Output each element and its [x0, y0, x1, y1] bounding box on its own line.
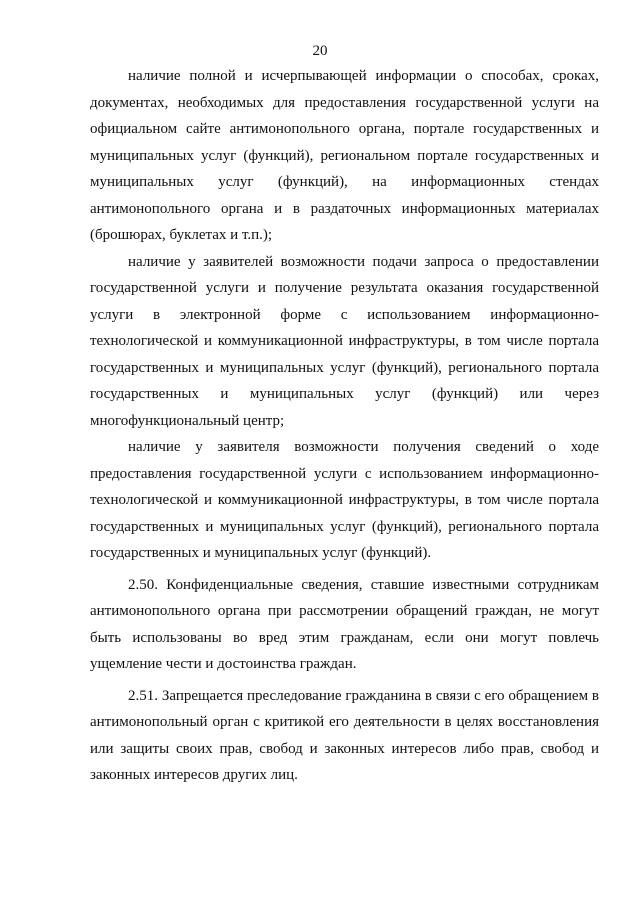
paragraph-2-51-prosecution-ban: 2.51. Запрещается преследование гражданина в связи с его обращением в антимонопольный орган с критикой его деятельности в целях восстановления или защиты своих прав, свобод и законных интересов либо прав, свобод и законных интересов других лиц.: [90, 687, 599, 783]
page-number: 20: [312, 43, 328, 59]
paragraph-status-information: наличие у заявителя возможности получения сведений о ходе предоставления государственной услуги с использованием информационно-технологической и коммуникационной инфраструктуры, в том числе портала государственных и муниципальных услуг (функций), регионального портала государственных и муниципальных услуг (функций).: [90, 439, 599, 561]
paragraph-2-50-confidential-data: 2.50. Конфиденциальные сведения, ставшие известными сотрудникам антимонопольного органа при рассмотрении обращений граждан, не могут быть использованы во вред этим гражданам, если они могут повлечь ущемление чести и достоинства граждан.: [90, 576, 599, 672]
document-body: [90, 63, 599, 789]
paragraph-electronic-request: наличие у заявителей возможности подачи запроса о предоставлении государственной услуги и получение результата оказания государственной услуги в электронной форме с использованием информационно-технологической и коммуникационной инфраструктуры, в том числе портала государственных и муниципальных услуг (функций), регионального портала государственных и муниципальных услуг (функций) или через многофункциональный центр;: [90, 253, 599, 429]
paragraph-information-availability: наличие полной и исчерпывающей информации о способах, сроках, документах, необходимых для предоставления государственной услуги на официальном сайте антимонопольного органа, портале государственных и муниципальных услуг (функций), региональном портале государственных и муниципальных услуг (функций), на информационных стендах антимонопольного органа и в раздаточных информационных материалах (брошюрах, буклетах и т.п.);: [90, 68, 599, 243]
